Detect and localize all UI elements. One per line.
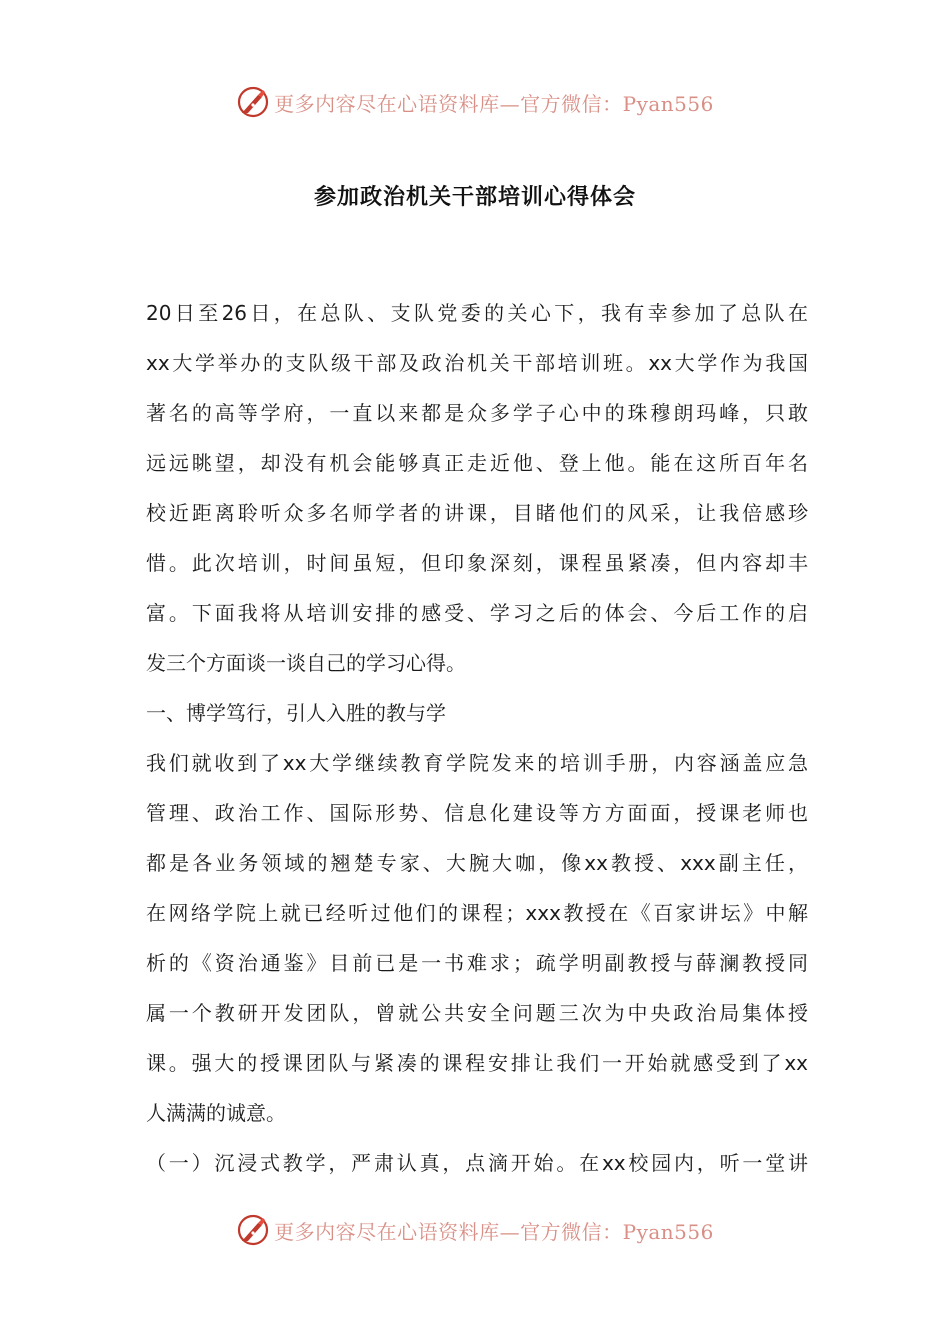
body-line: 20日至26日，在总队、支队党委的关心下，我有幸参加了总队在 xyxy=(146,301,808,325)
body-line: 都是各业务领域的翘楚专家、大腕大咖，像xx教授、xxx副主任， xyxy=(146,851,808,875)
section-heading: 一、博学笃行，引人入胜的教与学 xyxy=(146,701,446,725)
watermark-text: 更多内容尽在心语资料库—官方微信：Pyan556 xyxy=(274,1219,714,1244)
document-title: 参加政治机关干部培训心得体会 xyxy=(313,185,636,210)
body-line: 远远眺望，却没有机会能够真正走近他、登上他。能在这所百年名 xyxy=(146,451,808,475)
subsection-line: （一）沉浸式教学，严肃认真，点滴开始。在xx校园内，听一堂讲 xyxy=(146,1151,808,1175)
body-line: 著名的高等学府，一直以来都是众多学子心中的珠穆朗玛峰，只敢 xyxy=(146,401,808,425)
body-line: 析的《资治通鉴》目前已是一书难求；疏学明副教授与薛澜教授同 xyxy=(146,951,808,975)
body-line: 管理、政治工作、国际形势、信息化建设等方方面面，授课老师也 xyxy=(146,801,808,825)
body-line: 发三个方面谈一谈自己的学习心得。 xyxy=(146,651,466,675)
pen-nib-circle-icon xyxy=(236,85,270,119)
watermark-text: 更多内容尽在心语资料库—官方微信：Pyan556 xyxy=(274,91,714,116)
body-line: 人满满的诚意。 xyxy=(146,1101,286,1125)
body-line: 属一个教研开发团队，曾就公共安全问题三次为中央政治局集体授 xyxy=(146,1001,808,1025)
body-line: xx大学举办的支队级干部及政治机关干部培训班。xx大学作为我国 xyxy=(146,351,808,375)
body-line: 富。下面我将从培训安排的感受、学习之后的体会、今后工作的启 xyxy=(146,601,808,625)
body-line: 校近距离聆听众多名师学者的讲课，目睹他们的风采，让我倍感珍 xyxy=(146,501,808,525)
body-line: 我们就收到了xx大学继续教育学院发来的培训手册，内容涵盖应急 xyxy=(146,751,808,775)
body-line: 课。强大的授课团队与紧凑的课程安排让我们一开始就感受到了xx xyxy=(146,1051,808,1075)
header-watermark xyxy=(0,82,950,122)
document-body xyxy=(146,288,808,1188)
pen-nib-circle-icon xyxy=(236,1213,270,1247)
body-line: 在网络学院上就已经听过他们的课程；xxx教授在《百家讲坛》中解 xyxy=(146,901,808,925)
body-line: 惜。此次培训，时间虽短，但印象深刻，课程虽紧凑，但内容却丰 xyxy=(146,551,808,575)
footer-watermark xyxy=(0,1210,950,1250)
